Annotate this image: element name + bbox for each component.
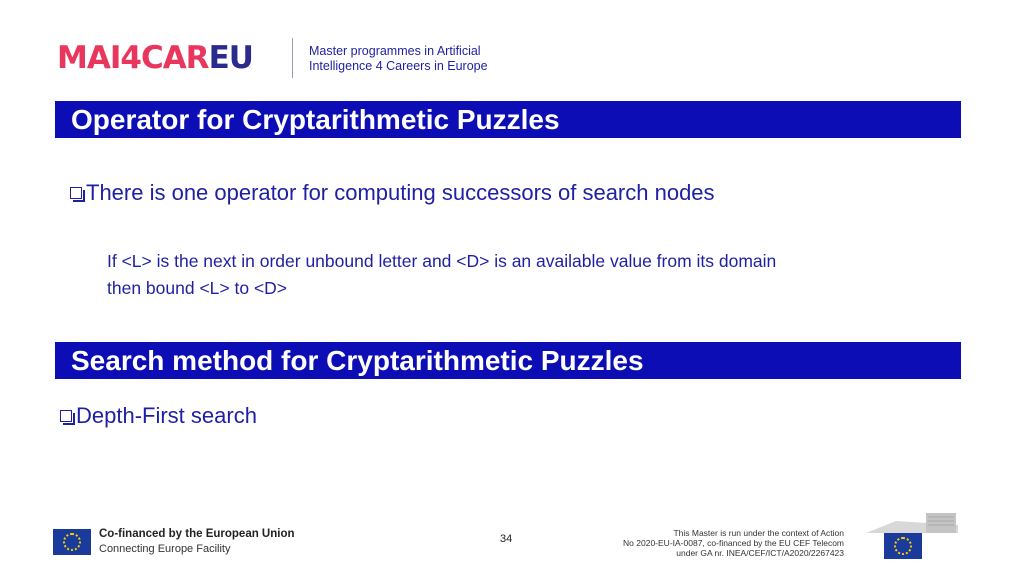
checkbox-bullet-icon — [70, 187, 82, 199]
cofinanced-logo — [53, 527, 295, 557]
operator-rule — [107, 248, 776, 302]
checkbox-bullet-icon — [60, 410, 72, 422]
page-number: 34 — [500, 533, 513, 545]
european-commission-logo-icon — [866, 511, 958, 559]
operator-rule-line-2: then bound <L> to <D> — [107, 278, 288, 298]
tagline-line-2: Intelligence 4 Careers in Europe — [309, 59, 488, 73]
logo-text-part1: MAI4CAR — [57, 39, 209, 76]
operator-rule-line-1: If <L> is the next in order unbound letter and <D> is an available value from its domain — [107, 251, 777, 271]
logo-text-part2: EU — [208, 39, 253, 76]
tagline-line-1: Master programmes in Artificial — [309, 44, 481, 58]
funding-notice-line-2: No 2020-EU-IA-0087, co-financed by the EU CEF Telecom — [623, 538, 844, 548]
header-divider — [292, 38, 293, 78]
ec-flag-icon — [884, 533, 922, 559]
bullet-operator-text: There is one operator for computing successors of search nodes — [86, 180, 715, 205]
cofinanced-line-1: Co-financed by the European Union — [99, 528, 295, 540]
cofinanced-line-2: Connecting Europe Facility — [99, 543, 231, 555]
section-title-operator: Operator for Cryptarithmetic Puzzles — [55, 101, 961, 138]
bullet-search-method-text: Depth-First search — [76, 403, 257, 428]
funding-notice — [623, 528, 844, 558]
section-title-search-method: Search method for Cryptarithmetic Puzzles — [55, 342, 961, 379]
eu-flag-icon — [53, 529, 91, 555]
bullet-operator — [70, 180, 715, 206]
mai4careu-logo — [57, 38, 253, 78]
logo-text — [57, 39, 253, 76]
funding-notice-line-3: under GA nr. INEA/CEF/ICT/A2020/2267423 — [676, 548, 844, 558]
bullet-search-method — [60, 403, 257, 429]
ec-building-icon — [866, 511, 958, 533]
header-tagline — [309, 44, 488, 74]
funding-notice-line-1: This Master is run under the context of Action — [673, 528, 844, 538]
